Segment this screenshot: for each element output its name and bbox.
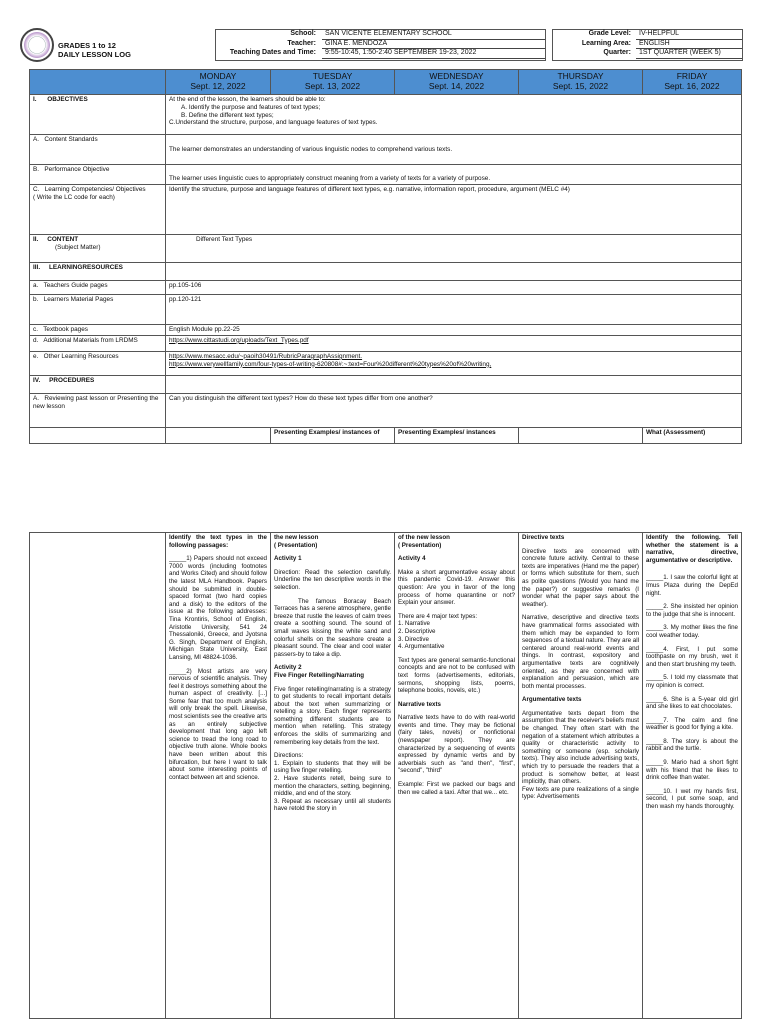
dll-label: DAILY LESSON LOG [58, 50, 131, 59]
activity-2-title: Activity 2 [274, 664, 302, 672]
grade-level-value: IV-HELPFUL [636, 30, 742, 40]
wednesday-subheading: ( Presentation) [398, 541, 442, 549]
activity-2-subtitle: Five Finger Retelling/Narrating [274, 671, 365, 679]
grade-level-label: Grade Level: [588, 30, 631, 37]
friday-assessment-cell [643, 533, 742, 1019]
deped-seal-logo [20, 28, 54, 62]
activity-4-title: Activity 4 [398, 555, 426, 563]
text-types-intro: There are 4 major text types: [398, 612, 478, 620]
assessment-item-7: _____7. The calm and fine weather is good for flying a kite. [646, 716, 738, 732]
teachers-guide-label: a. Teachers Guide pages [30, 281, 166, 295]
resources-label: III. LEARNINGRESOURCES [30, 263, 166, 281]
competencies-row [30, 185, 742, 235]
text-type-3: 3. Directive [398, 635, 429, 643]
assessment-item-6: _____6. She is a 5-year old girl and she likes to eat chocolates. [646, 695, 738, 711]
passage-2: _____2) Most artists are very nervous of scientific analysis. They feel it destroys something about the human aspect of creativity. [...] Some fear that too much analysis will only break the spell. Likewise, most scientists see the creative arts as an entirely subjective development that long ago left science to tread the long road to objective truth alone. Whole books have been written about this bifurcation, but here I want to talk about some interesting points of contact between art and science. [169, 667, 267, 781]
tuesday-subheading: ( Presentation) [274, 541, 318, 549]
weekly-lesson-table [29, 69, 742, 444]
content-label: II. CONTENT (Subject Matter) [30, 235, 166, 263]
learning-area-label: Learning Area: [581, 39, 631, 47]
few-texts-text: Few texts are pure realizations of a single type: Advertisements [522, 785, 639, 801]
direction-1: 1. Explain to students that they will be using five finger retelling. [274, 759, 391, 775]
assessment-heading: Identify the following. Tell whether the statement is a narrative, directive, argumentative or descriptive. [646, 534, 738, 564]
day-header-monday: MONDAY Sept. 12, 2022 [166, 70, 271, 95]
assessment-item-9: _____9. Mario had a short fight with his friend that he likes to drink coffee than water. [646, 759, 738, 782]
competencies-label: C. Learning Competencies/ Objectives ( Write the LC code for each) [30, 185, 166, 235]
school-value: SAN VICENTE ELEMENTARY SCHOOL [322, 30, 545, 40]
teachers-guide-row [30, 281, 742, 295]
review-label: A. Reviewing past lesson or Presenting the new lesson [30, 393, 166, 427]
dll-title [58, 41, 131, 59]
assessment-item-10: _____10. I wet my hands first, second, I put some soap, and then wash my hands thoroughly. [646, 787, 738, 811]
text-types-general: Text types are general semantic-functional concepts and are not to be confused with text forms (advertisements, editorials, sermons, shopping lists, poems, telephone books, novels, etc.) [398, 656, 515, 695]
additional-materials-label: d. Additional Materials from LRDMS [30, 335, 166, 351]
narrative-descriptive-text: Narrative, descriptive and directive texts have grammatical forms associated with them which may be expanded to form sequences of a textual nature. They are all centered around real-world events and things. In contrast, expository and argumentative texts are cognitively oriented, as they are concerned with explanation and persuasion, which are both mental processes. [522, 614, 639, 690]
content-standards-label: A. Content Standards [30, 135, 166, 165]
day-header-friday: FRIDAY Sept. 16, 2022 [643, 70, 742, 95]
narrative-example: Example: First we packed our bags and then we called a taxi. After that we... etc. [398, 781, 515, 796]
directive-title: Directive texts [522, 534, 565, 541]
lesson-procedures-table [29, 532, 742, 1019]
performance-label: B. Performance Objective [30, 165, 166, 185]
content-standards-text: The learner demonstrates an understanding of various linguistic nodes to comprehend various texts. [166, 135, 742, 165]
competencies-text: Identify the structure, purpose and language features of different text types, e.g. narrative, information report, procedure, argument (MELC #4) [166, 185, 742, 235]
activity-1-title: Activity 1 [274, 555, 302, 563]
content-row [30, 235, 742, 263]
resources-row [30, 263, 742, 281]
directions-label: Directions: [274, 752, 304, 760]
objectives-row [30, 95, 742, 135]
other-resources-row [30, 351, 742, 375]
teaching-time-value: 9:55-10:45, 1:50-2:40 SEPTEMBER 19-23, 2022 [322, 49, 545, 59]
assessment-item-1: _____1. I saw the colorful light at Imus Plaza during the DepEd night. [646, 574, 738, 597]
narrative-title: Narrative texts [398, 700, 441, 708]
direction-2: 2. Have students retell, being sure to mention the characters, setting, beginning, middle, and end of the story. [274, 775, 391, 798]
text-type-4: 4. Argumentative [398, 643, 445, 651]
textbook-pages: English Module pp.22-25 [166, 325, 742, 336]
day-header-tuesday: TUESDAY Sept. 13, 2022 [271, 70, 395, 95]
wednesday-heading: of the new lesson [398, 534, 450, 541]
activity-4-text: Make a short argumentative essay about this pandemic Covid-19. Answer this question: Are you in favor of the long process of home quarantine or not? Explain your answer. [398, 568, 515, 607]
learning-area-value: ENGLISH [636, 40, 742, 50]
assessment-item-2: _____2. She insisted her opinion to the judge that she is innocent. [646, 603, 738, 618]
quarter-value: 1ST QUARTER (WEEK 5) [636, 49, 742, 59]
presenting-friday: What (Assessment) [643, 427, 742, 443]
procedures-row [30, 375, 742, 393]
tuesday-activity-cell [271, 533, 395, 1019]
presenting-row [30, 427, 742, 443]
teacher-value: GINA E. MENDOZA [322, 40, 545, 50]
teacher-label: Teacher: [287, 39, 316, 47]
day-header-wednesday: WEDNESDAY Sept. 14, 2022 [395, 70, 519, 95]
presenting-row-label [30, 427, 166, 443]
verywellfamily-link[interactable]: https://www.verywellfamily.com/four-types-of-writing-620808#:~:text=Four%20different%20types%20of%20writing, [169, 360, 492, 368]
school-label: School: [290, 30, 316, 37]
activity-1-direction: Direction: Read the selection carefully. Underline the ten descriptive words in the selection. [274, 568, 391, 591]
procedures-empty [166, 375, 742, 393]
other-resources-label: e. Other Learning Resources [30, 351, 166, 375]
assessment-item-5: _____5. I told my classmate that my opinion is correct. [646, 674, 738, 689]
day-header-thursday: THURSDAY Sept. 15, 2022 [519, 70, 643, 95]
objectives-label: I. OBJECTIVES [30, 95, 166, 135]
objectives-content: At the end of the lesson, the learners should be able to: A. Identify the purpose and features of text types; B. Define the different text types; C.Understand the structure, purpose, and language features of text types. [166, 95, 742, 135]
review-question: Can you distinguish the different text types? How do these text types differ from one another? [166, 393, 742, 427]
performance-row [30, 165, 742, 185]
learners-material-pages: pp.120-121 [166, 295, 742, 325]
text-type-1: 1. Narrative [398, 620, 430, 628]
argumentative-text: Argumentative texts depart from the assumption that the receiver's beliefs must be changed. They often start with the negation of a statement which attributes a quality or characteristic activity to something or someone (esp. scholarly texts). They also include advertising texts, which try to persuade the readers that a product is somehow better, at least implicitly, than others. [522, 709, 639, 786]
textbook-row [30, 325, 742, 336]
argumentative-title: Argumentative texts [522, 696, 582, 704]
corner-cell [30, 70, 166, 95]
presenting-tuesday: Presenting Examples/ instances of [271, 427, 395, 443]
lower-empty-label-cell [30, 533, 166, 1019]
teaching-time-label: Teaching Dates and Time: [229, 49, 316, 56]
learners-material-row [30, 295, 742, 325]
presenting-monday [166, 427, 271, 443]
other-resources-cell [166, 351, 742, 375]
boracay-story: The famous Boracay Beach Terraces has a serene atmosphere, gentle breeze that rustle the leaves of calm trees create a soothing sound. The sound of small waves kissing the white sand and colorful shells on the seashore create a pleasant sound. The clear and cool water passers-by to take a dip. [274, 597, 391, 658]
resources-empty [166, 263, 742, 281]
learners-material-label: b. Learners Material Pages [30, 295, 166, 325]
teachers-guide-pages: pp.105-106 [166, 281, 742, 295]
monday-heading: Identify the text types in the following passages: [169, 534, 267, 549]
content-standards-row [30, 135, 742, 165]
presenting-thursday [519, 427, 643, 443]
procedures-label: IV. PROCEDURES [30, 375, 166, 393]
quarter-label: Quarter: [603, 49, 631, 56]
thursday-activity-cell [519, 533, 643, 1019]
assessment-item-4: _____4. First, I put some toothpaste on my brush, wet it and then start brushing my teeth. [646, 645, 738, 668]
performance-text: The learner uses linguistic cues to appropriately construct meaning from a variety of texts for a variety of purpose. [166, 165, 742, 185]
textbook-label: c. Textbook pages [30, 325, 166, 336]
assessment-item-3: _____3. My mother likes the fine cool weather today. [646, 624, 738, 639]
presenting-wednesday: Presenting Examples/ instances [395, 427, 519, 443]
content-text: Different Text Types [166, 235, 742, 263]
review-row [30, 393, 742, 427]
wednesday-activity-cell [395, 533, 519, 1019]
passage-1: _____1) Papers should not exceed 7000 words (including footnotes and Works Cited) and should follow the latest MLA Handbook. Papers should be submitted in double-spaced format (two hard copies and a disk) to the editors of the issue at the following addresses: Tina Krontiris, School of English, Aristotle University, 541 24 Thessaloniki, Greece, and Jyotsna G. Singh, Department of English, Michigan State University, East Lansing, MI 48824-1036. [169, 555, 267, 661]
activity-2-text: Five finger retelling/narrating is a strategy to get students to recall important details about the text when summarizing or retelling a story. Each finger represents something different students are to mention when retelling. This strategy enforces the skills of summarizing and remembering key details from the text. [274, 685, 391, 746]
rubric-link[interactable]: https://www.mesacc.edu/~paoih30491/RubricParagraphAssignment. [169, 352, 363, 360]
grades-label: GRADES 1 to 12 [58, 41, 116, 50]
additional-materials-cell [166, 335, 742, 351]
assessment-item-8: _____8. The story is about the rabbit and the turtle. [646, 737, 738, 753]
tuesday-heading: the new lesson [274, 534, 319, 541]
monday-activity-cell [166, 533, 271, 1019]
direction-3: 3. Repeat as necessary until all students have retold the story in [274, 797, 391, 813]
text-type-2: 2. Descriptive [398, 627, 436, 635]
additional-materials-link[interactable]: https://www.cittastudi.org/uploads/Text_Types.pdf [169, 336, 309, 344]
directive-text: Directive texts are concerned with concrete future activity. Central to these texts are imperatives (Hand me the paper) or forms which substitute for them, such as polite questions (Would you hand me the paper?) or suggestive remarks (I wonder what the paper says about the weather). [522, 547, 639, 608]
additional-materials-row [30, 335, 742, 351]
narrative-text: Narrative texts have to do with real-world events and time. They may be fictional (fairy tales, novels) or nonfictional (newspaper report). They are characterized by a sequencing of events expressed by dynamic verbs and by adverbials such as "and then", "first", "second", "third" [398, 714, 515, 775]
